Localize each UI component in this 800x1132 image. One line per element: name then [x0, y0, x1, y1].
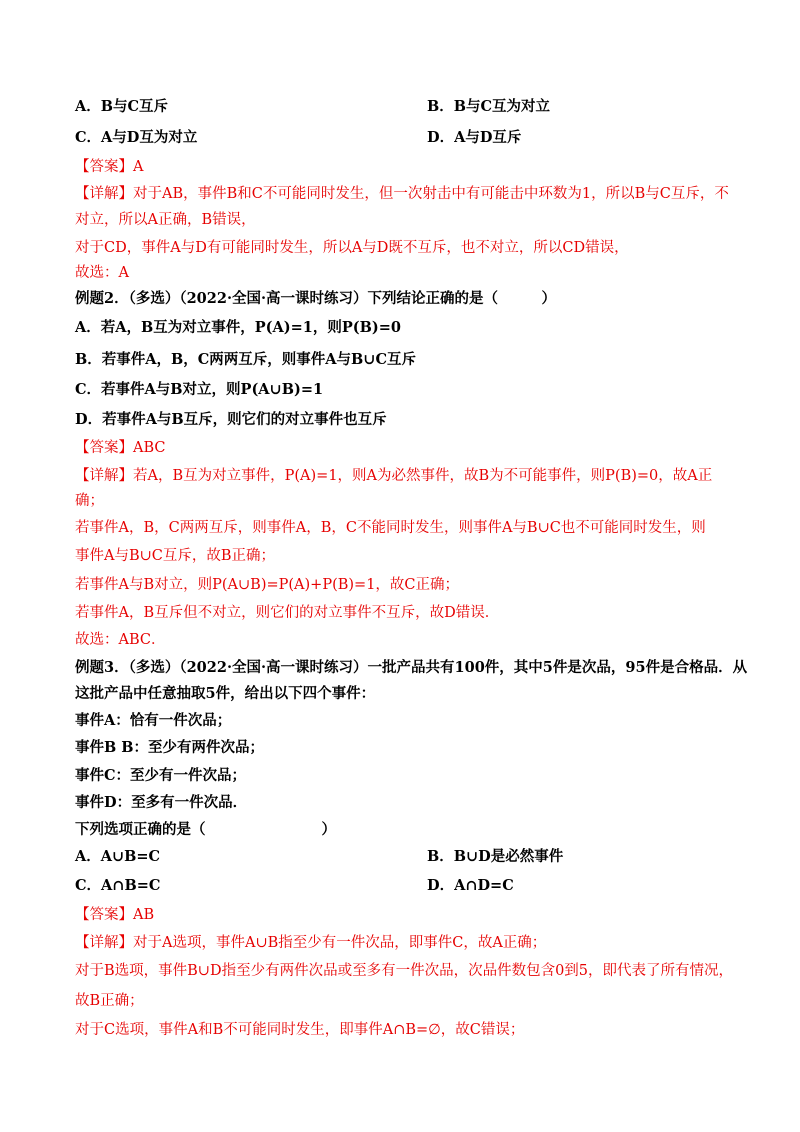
q1-detail-line3: 对于CD，事件A与D有可能同时发生，所以A与D既不互斥，也不对立，所以CD错误， — [75, 240, 629, 256]
q3-detail-line2: 对于B选项，事件B∪D指至少有两件次品或至多有一件次品，次品件数包含0到5，即代表了所有情况， — [75, 963, 734, 979]
q3-options-row2 — [75, 876, 730, 896]
q1-option-a: A．B与C互斥 — [75, 98, 169, 115]
q1-option-d: D．A与D互斥 — [427, 129, 522, 146]
q2-option-c: C．若事件A与B对立，则P(A∪B)=1 — [75, 381, 324, 398]
q1-options-row1 — [75, 97, 730, 117]
q2-answer: 【答案】ABC — [75, 440, 166, 456]
q2-detail-line4: 事件A与B∪C互斥，故B正确； — [75, 548, 276, 564]
q2-detail-line1: 【详解】若A，B互为对立事件，P(A)=1，则A为必然事件，故B为不可能事件，则P(B)=0，故A正 — [75, 468, 713, 484]
q1-answer: 【答案】A — [75, 159, 144, 175]
q3-option-a: A．A∪B=C — [75, 848, 161, 865]
q3-detail-line1: 【详解】对于A选项，事件A∪B指至少有一件次品，即事件C，故A正确； — [75, 935, 547, 951]
q3-title-line1: 例题3．（多选）（2022·全国·高一课时练习）一批产品共有100件，其中5件是次品，95件是合格品．从 — [75, 659, 748, 676]
q3-detail-line4: 对于C选项，事件A和B不可能同时发生，即事件A∩B=∅，故C错误； — [75, 1022, 525, 1038]
q2-detail-line2: 确； — [75, 493, 104, 509]
q1-options-row2 — [75, 128, 730, 148]
q2-title: 例题2．（多选）（2022·全国·高一课时练习）下列结论正确的是（ ） — [75, 290, 557, 307]
q3-question: 下列选项正确的是（ ） — [75, 821, 336, 838]
q2-option-b: B．若事件A，B，C两两互斥，则事件A与B∪C互斥 — [75, 351, 416, 368]
q1-detail-line4: 故选：A — [75, 265, 129, 281]
q3-event-c: 事件C：至少有一件次品； — [75, 767, 247, 784]
q3-option-d: D．A∩D=C — [427, 877, 514, 894]
q3-answer: 【答案】AB — [75, 907, 155, 923]
q3-options-row1 — [75, 847, 730, 867]
q2-detail-line7: 故选：ABC． — [75, 632, 166, 648]
q3-detail-line3: 故B正确； — [75, 993, 144, 1009]
q1-option-c: C．A与D互为对立 — [75, 129, 198, 146]
q1-detail-line2: 对立，所以A正确，B错误， — [75, 212, 256, 228]
q1-option-b: B．B与C互为对立 — [427, 98, 551, 115]
q3-event-d: 事件D：至多有一件次品． — [75, 794, 248, 811]
q2-option-a: A．若A，B互为对立事件，P(A)=1，则P(B)=0 — [75, 319, 401, 336]
q3-event-b: 事件B B：至少有两件次品； — [75, 739, 265, 756]
q3-option-b: B．B∪D是必然事件 — [427, 848, 564, 865]
q3-event-a: 事件A：恰有一件次品； — [75, 712, 232, 729]
q3-option-c: C．A∩B=C — [75, 877, 161, 894]
q2-option-d: D．若事件A与B互斥，则它们的对立事件也互斥 — [75, 411, 387, 428]
q1-detail-line1: 【详解】对于AB，事件B和C不可能同时发生，但一次射击中有可能击中环数为1，所以B与C互斥，不 — [75, 186, 729, 202]
q2-detail-line3: 若事件A，B，C两两互斥，则事件A，B，C不能同时发生，则事件A与B∪C也不可能同时发生，则 — [75, 520, 706, 536]
q2-detail-line5: 若事件A与B对立，则P(A∪B)=P(A)+P(B)=1，故C正确； — [75, 577, 460, 593]
q3-title-line2: 这批产品中任意抽取5件，给出以下四个事件： — [75, 685, 376, 702]
q2-detail-line6: 若事件A，B互斥但不对立，则它们的对立事件不互斥，故D错误． — [75, 605, 500, 621]
